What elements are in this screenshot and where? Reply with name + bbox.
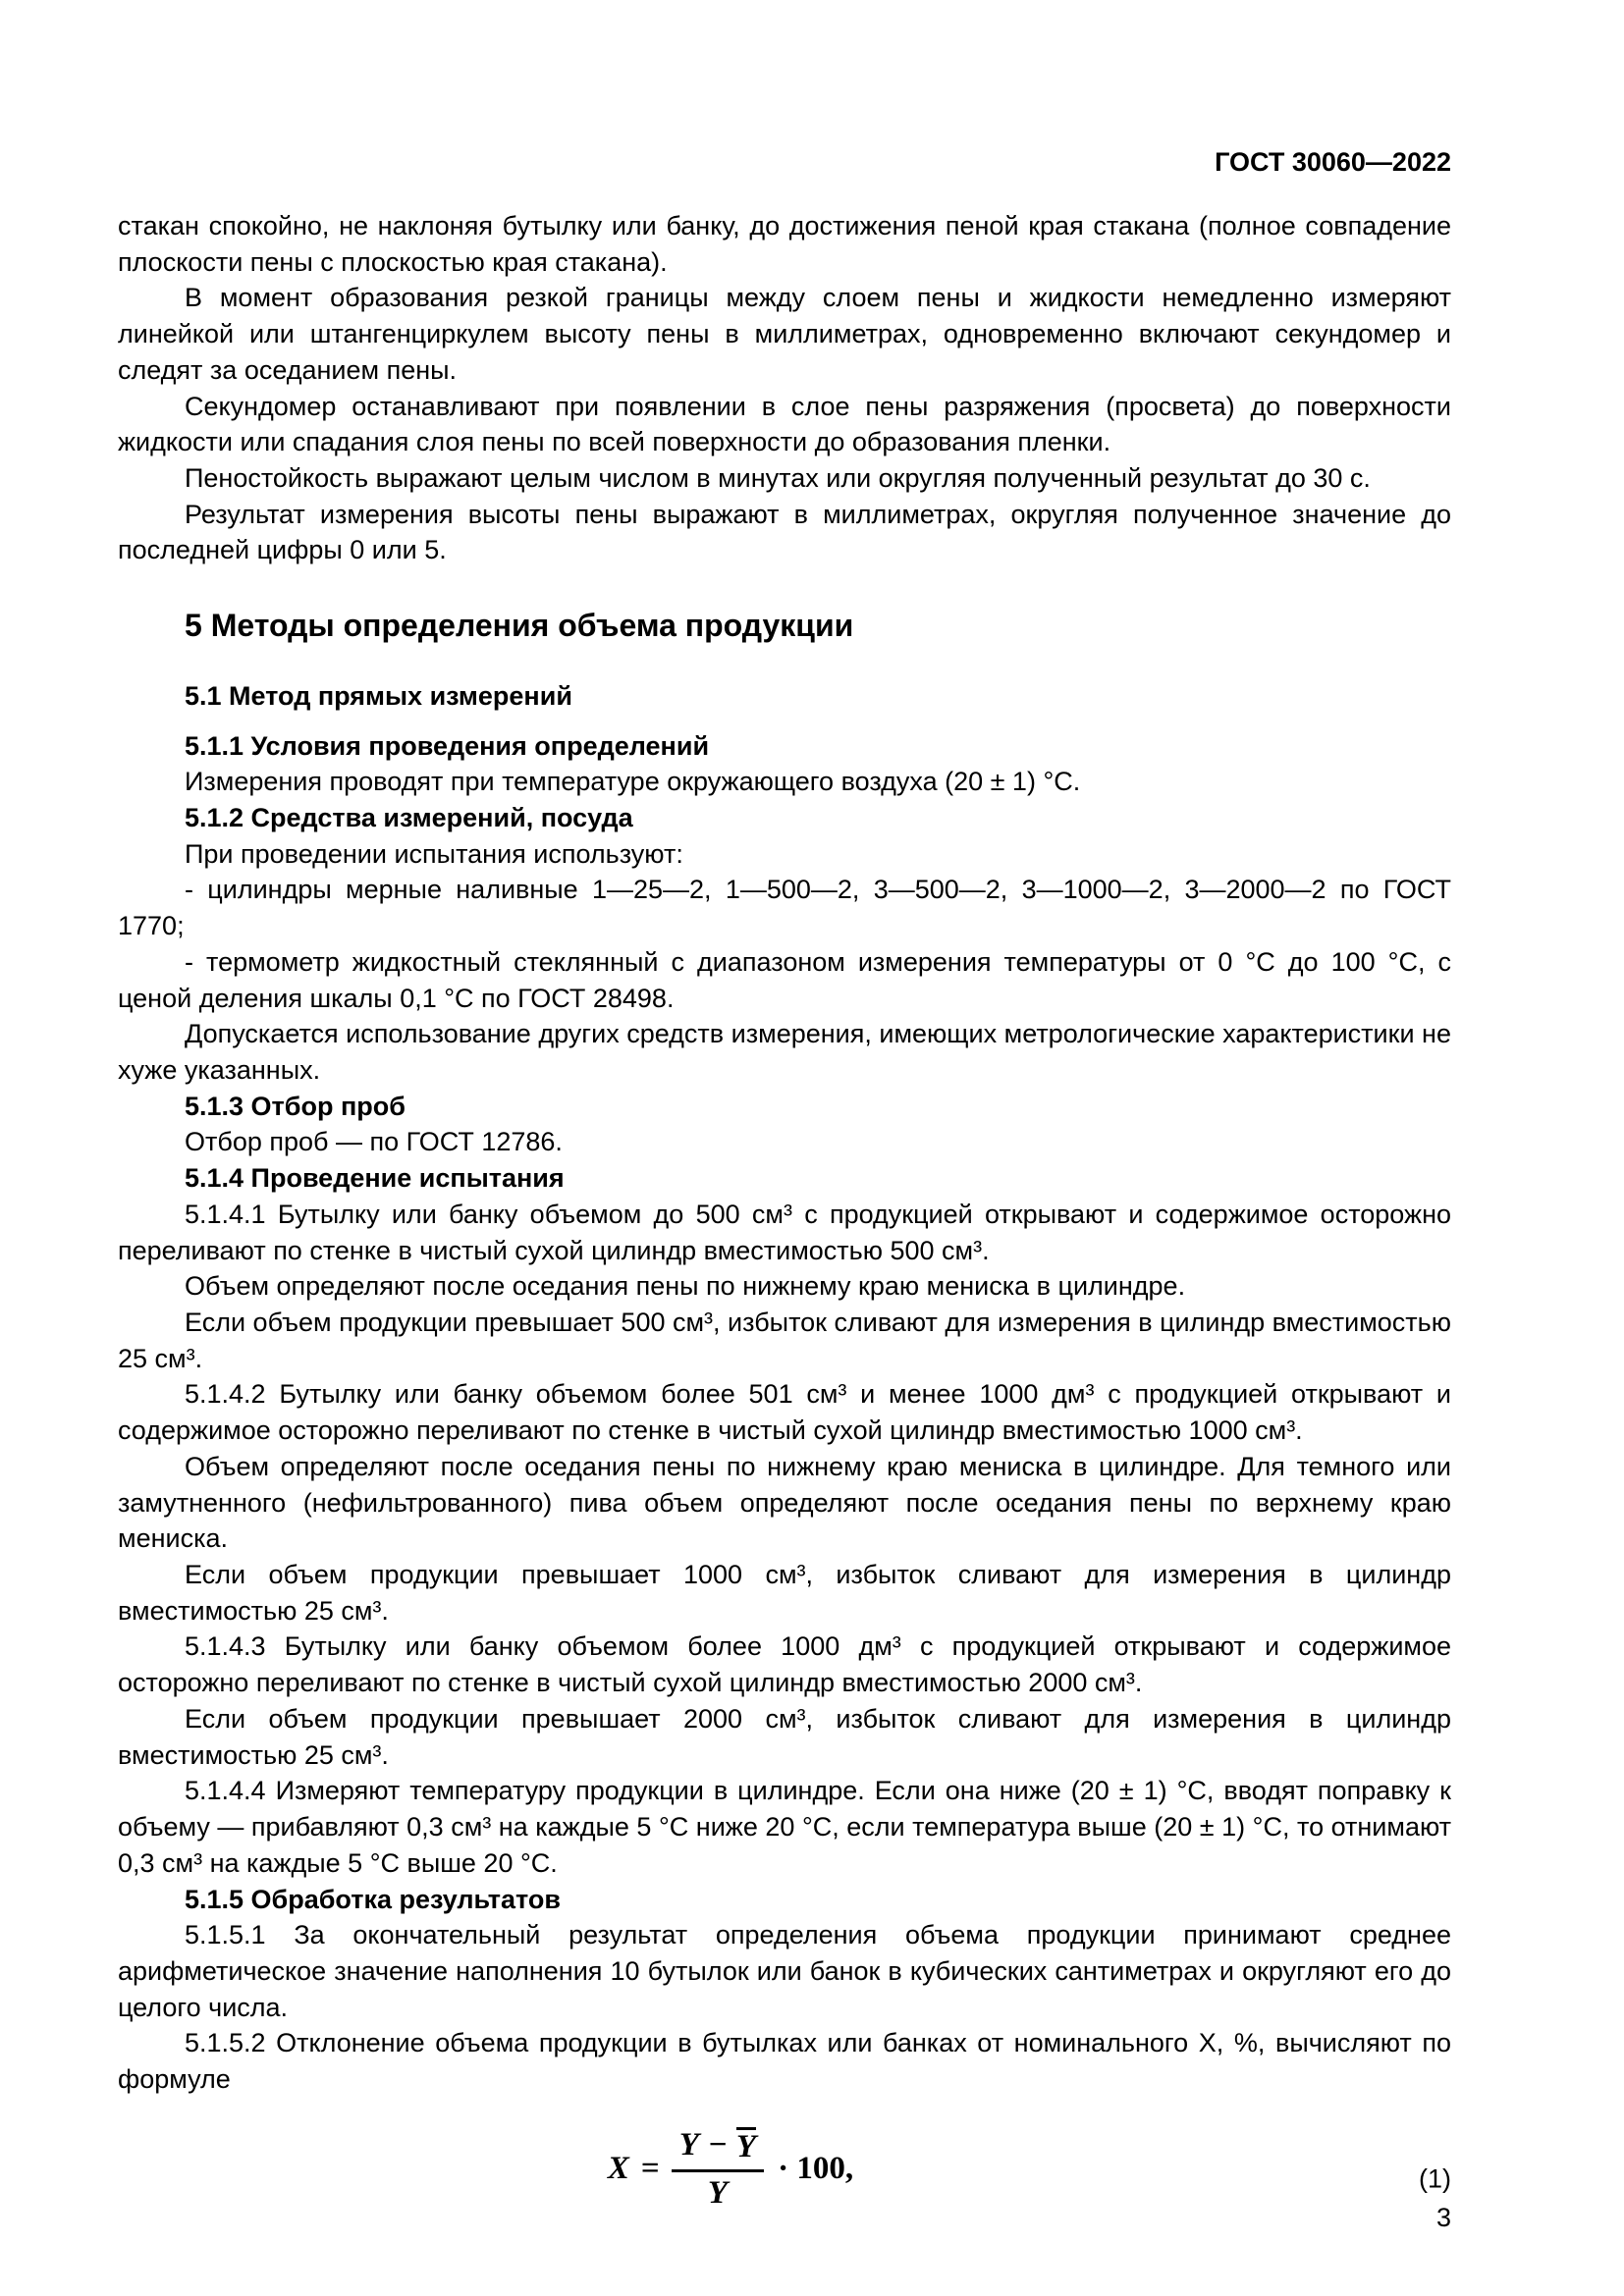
paragraph: 5.1.4.3 Бутылку или банку объемом более 1000 дм³ с продукцией открывают и содержимое осторожно переливают по стенке в чистый сухой цилиндр вместимостью 2000 см³. bbox=[118, 1631, 1451, 1698]
doc-number: ГОСТ 30060—2022 bbox=[1215, 147, 1451, 177]
section-heading: 5 Методы определения объема продукции bbox=[185, 608, 854, 644]
paragraph: В момент образования резкой границы между слоем пены и жидкости немедленно измеряют линейкой или штангенциркулем высоту пены в миллиметрах, одновременно включают секундомер и следят за оседанием пены. bbox=[118, 283, 1451, 385]
page-number: 3 bbox=[1435, 2203, 1451, 2232]
paragraph: 5.1.4.1 Бутылку или банку объемом до 500 см³ с продукцией открывают и содержимое осторожно переливают по стенке в чистый сухой цилиндр вместимостью 500 см³. bbox=[118, 1199, 1451, 1265]
subsection-heading: 5.1 Метод прямых измерений bbox=[185, 680, 572, 711]
formula-lhs: X bbox=[607, 2150, 629, 2186]
formula bbox=[608, 2125, 853, 2213]
minus-sign: − bbox=[707, 2126, 728, 2163]
equals-sign: = bbox=[640, 2150, 660, 2186]
paragraph: Объем определяют после оседания пены по нижнему краю мениска в цилиндре. bbox=[185, 1271, 1186, 1302]
paragraph: стакан спокойно, не наклоняя бутылку или банку, до достижения пеной края стакана (полное совпадение плоскости пены с плоскостью края стакана). bbox=[118, 211, 1451, 277]
list-item: - цилиндры мерные наливные 1—25—2, 1—500—2, 3—500—2, 3—1000—2, 3—2000—2 по ГОСТ 1770; bbox=[118, 875, 1451, 941]
equation-number: (1) bbox=[1419, 2163, 1451, 2194]
clause-heading: 5.1.4 Проведение испытания bbox=[185, 1163, 565, 1194]
clause-heading: 5.1.3 Отбор проб bbox=[185, 1091, 406, 1121]
paragraph: Результат измерения высоты пены выражают в миллиметрах, округляя полученное значение до последней цифры 0 или 5. bbox=[118, 499, 1451, 565]
numerator-y-mean: Y bbox=[735, 2128, 757, 2164]
paragraph: Если объем продукции превышает 2000 см³, избыток сливают для измерения в цилиндр вместимостью 25 см³. bbox=[118, 1703, 1451, 1770]
paragraph: 5.1.5.1 За окончательный результат определения объема продукции принимают среднее арифметическое значение наполнения 10 бутылок или банок в кубических сантиметрах и округляют его до целого числа. bbox=[118, 1920, 1451, 2022]
paragraph: Измерения проводят при температуре окружающего воздуха (20 ± 1) °С. bbox=[185, 767, 1081, 797]
clause-heading: 5.1.5 Обработка результатов bbox=[185, 1884, 561, 1914]
clause-heading: 5.1.1 Условия проведения определений bbox=[185, 730, 710, 761]
formula-fraction bbox=[672, 2125, 764, 2213]
list-item: - термометр жидкостный стеклянный с диапазоном измерения температуры от 0 °С до 100 °С, с ценой деления шкалы 0,1 °С по ГОСТ 28498. bbox=[118, 946, 1451, 1013]
paragraph: Секундомер останавливают при появлении в слое пены разряжения (просвета) до поверхности жидкости или спадания слоя пены по всей поверхности до образования пленки. bbox=[118, 391, 1451, 457]
paragraph: Отбор проб — по ГОСТ 12786. bbox=[185, 1127, 563, 1157]
paragraph: 5.1.4.4 Измеряют температуру продукции в цилиндре. Если она ниже (20 ± 1) °С, вводят поправку к объему — прибавляют 0,3 см³ на каждые 5 °С ниже 20 °С, если температура выше (20 ± 1) °С, то отнимают 0,3 см³ на каждые 5 °С выше 20 °С. bbox=[118, 1776, 1451, 1878]
formula-multiplier: · 100, bbox=[778, 2150, 854, 2186]
page-content bbox=[118, 208, 1451, 2233]
clause-heading: 5.1.2 Средства измерений, посуда bbox=[185, 802, 633, 832]
paragraph: 5.1.5.2 Отклонение объема продукции в бутылках или банках от номинального X, %, вычисляют по формуле bbox=[118, 2028, 1451, 2095]
paragraph: При проведении испытания используют: bbox=[185, 838, 683, 869]
paragraph: Пеностойкость выражают целым числом в минутах или округляя полученный результат до 30 с. bbox=[185, 463, 1371, 494]
paragraph: Если объем продукции превышает 500 см³, избыток сливают для измерения в цилиндр вместимостью 25 см³. bbox=[118, 1308, 1451, 1373]
denominator-y: Y bbox=[707, 2175, 728, 2212]
paragraph: Объем определяют после оседания пены по нижнему краю мениска в цилиндре. Для темного или замутненного (нефильтрованного) пива объем определяют после оседания пены по верхнему краю мениска. bbox=[118, 1451, 1451, 1554]
numerator-y: Y bbox=[678, 2126, 699, 2163]
paragraph: 5.1.4.2 Бутылку или банку объемом более 501 см³ и менее 1000 дм³ с продукцией открывают и содержимое осторожно переливают по стенке в чистый сухой цилиндр вместимостью 1000 см³. bbox=[118, 1379, 1451, 1446]
fraction-numerator bbox=[672, 2125, 764, 2173]
paragraph: Если объем продукции превышает 1000 см³, избыток сливают для измерения в цилиндр вместимостью 25 см³. bbox=[118, 1560, 1451, 1626]
paragraph: Допускается использование других средств измерения, имеющих метрологические характеристики не хуже указанных. bbox=[118, 1019, 1451, 1085]
